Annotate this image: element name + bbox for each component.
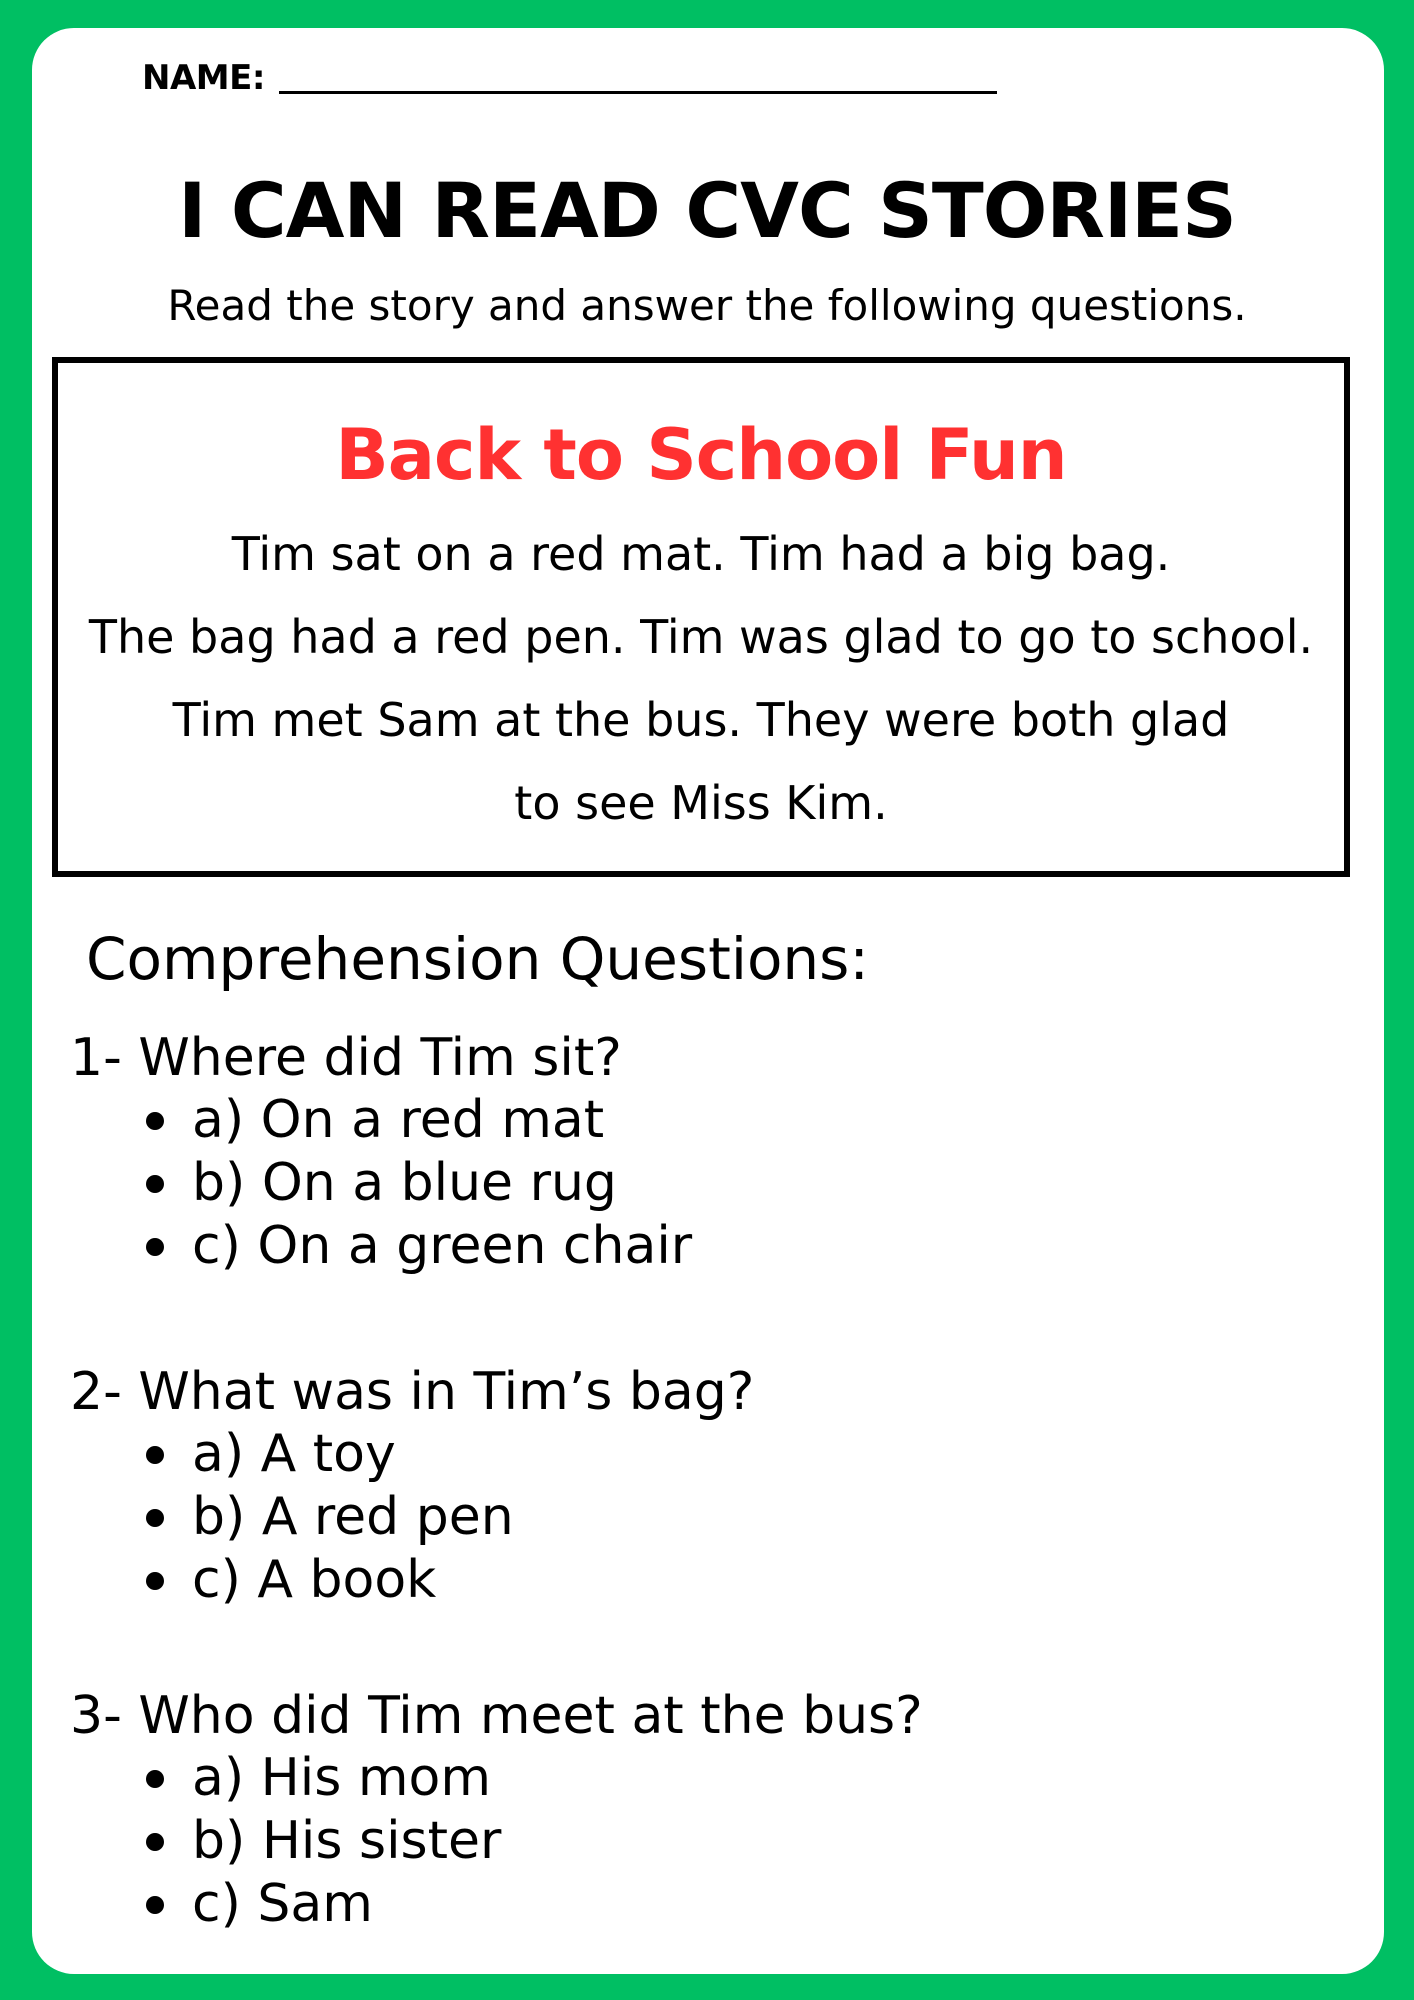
answer-option[interactable] bbox=[146, 1549, 514, 1612]
answer-option[interactable] bbox=[146, 1089, 692, 1152]
instructions: Read the story and answer the following questions. bbox=[167, 281, 1247, 330]
bullet-icon bbox=[146, 1509, 164, 1527]
option-label: b) His sister bbox=[192, 1811, 502, 1871]
option-label: c) Sam bbox=[192, 1874, 373, 1934]
bullet-icon bbox=[146, 1896, 164, 1914]
option-label: a) On a red mat bbox=[192, 1090, 605, 1150]
page-title: I CAN READ CVC STORIES bbox=[178, 166, 1236, 255]
story-line: to see Miss Kim. bbox=[514, 776, 888, 830]
story-line: Tim met Sam at the bus. They were both glad bbox=[172, 693, 1230, 747]
story-text bbox=[58, 513, 1344, 845]
bullet-icon bbox=[146, 1770, 164, 1788]
comprehension-heading: Comprehension Questions: bbox=[86, 925, 869, 993]
answer-option[interactable] bbox=[146, 1215, 692, 1278]
answer-option[interactable] bbox=[146, 1423, 514, 1486]
option-label: c) On a green chair bbox=[192, 1216, 693, 1276]
answer-option[interactable] bbox=[146, 1747, 501, 1810]
name-field[interactable] bbox=[279, 61, 997, 94]
bullet-icon bbox=[146, 1112, 164, 1130]
answer-option[interactable] bbox=[146, 1873, 501, 1936]
bullet-icon bbox=[146, 1572, 164, 1590]
option-label: a) His mom bbox=[192, 1748, 491, 1808]
question-2: 2- What was in Tim’s bag? bbox=[70, 1362, 755, 1422]
question-3-options bbox=[146, 1747, 501, 1936]
story-line: Tim sat on a red mat. Tim had a big bag. bbox=[231, 527, 1171, 581]
answer-option[interactable] bbox=[146, 1810, 501, 1873]
bullet-icon bbox=[146, 1175, 164, 1193]
question-2-options bbox=[146, 1423, 514, 1612]
bullet-icon bbox=[146, 1833, 164, 1851]
option-label: c) A book bbox=[192, 1550, 437, 1610]
bullet-icon bbox=[146, 1446, 164, 1464]
question-1: 1- Where did Tim sit? bbox=[70, 1028, 622, 1088]
option-label: a) A toy bbox=[192, 1424, 396, 1484]
story-title: Back to School Fun bbox=[335, 414, 1067, 496]
story-box bbox=[52, 357, 1350, 877]
bullet-icon bbox=[146, 1238, 164, 1256]
answer-option[interactable] bbox=[146, 1152, 692, 1215]
name-label: NAME: bbox=[142, 58, 265, 98]
answer-option[interactable] bbox=[146, 1486, 514, 1549]
question-3: 3- Who did Tim meet at the bus? bbox=[70, 1686, 923, 1746]
question-1-options bbox=[146, 1089, 692, 1278]
name-row bbox=[142, 58, 997, 98]
option-label: b) On a blue rug bbox=[192, 1153, 617, 1213]
option-label: b) A red pen bbox=[192, 1487, 514, 1547]
story-line: The bag had a red pen. Tim was glad to go to school. bbox=[88, 610, 1314, 664]
